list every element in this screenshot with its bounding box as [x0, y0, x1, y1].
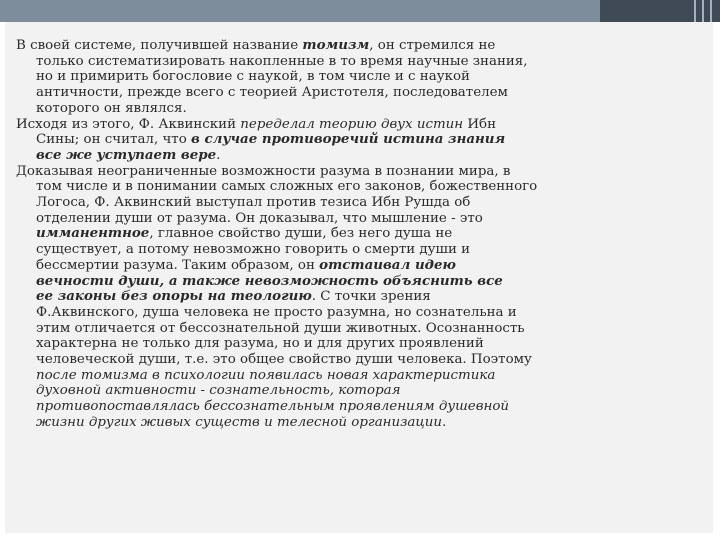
- text-run: том числе и в понимании самых сложных его законов, божественного: [36, 179, 538, 195]
- text-run: античности, прежде всего с теорией Аристотеля, последователем: [36, 85, 508, 101]
- text-line: [16, 164, 702, 180]
- emphasis-text: в случае противоречий истина знания: [191, 131, 506, 148]
- italic-text: противопоставлялась бессознательным проявлениям душевной: [36, 399, 510, 415]
- text-line: [16, 211, 702, 227]
- italic-text: духовной активности - сознательность, которая: [36, 383, 401, 399]
- band-light-segment: [0, 0, 600, 22]
- text-run: , он стремился не: [369, 38, 496, 53]
- italic-text: жизни других живых существ и телесной организации: [36, 414, 442, 430]
- text-run: Ибн: [463, 116, 497, 132]
- text-run: человеческой души, т.е. это общее свойство души человека. Поэтому: [36, 352, 532, 368]
- text-run: бессмертии разума. Таким образом, он: [36, 257, 320, 273]
- band-stripes: [690, 0, 720, 22]
- text-line: [16, 352, 702, 368]
- text-run: .: [442, 414, 447, 430]
- text-line: [16, 179, 702, 195]
- text-run: существует, а потому невозможно говорить о смерти души и: [36, 242, 471, 258]
- text-run: .: [216, 147, 221, 163]
- text-run: но и примирить богословие с наукой, в том числе и с наукой: [36, 69, 470, 85]
- text-line: [16, 242, 702, 258]
- text-line: [16, 148, 702, 164]
- text-line: [16, 415, 702, 431]
- text-line: [16, 117, 702, 133]
- text-line: [16, 195, 702, 211]
- text-run: этим отличается от бессознательной души животных. Осознанность: [36, 320, 525, 336]
- text-line: [16, 399, 702, 415]
- text-run: Сины; он считал, что: [36, 132, 192, 148]
- text-line: [16, 289, 702, 305]
- text-line: [16, 258, 702, 274]
- text-run: В своей системе, получившей название: [16, 38, 303, 53]
- emphasis-text: томизм: [302, 37, 370, 53]
- emphasis-text: вечности души, а также невозможность объяснить все: [36, 272, 503, 289]
- emphasis-text: имманентное: [36, 225, 150, 242]
- emphasis-text: ее законы без опоры на теологию: [36, 288, 312, 305]
- text-line: [16, 69, 702, 85]
- text-line: [16, 368, 702, 384]
- text-line: [16, 38, 702, 54]
- text-line: [16, 85, 702, 101]
- text-line: [16, 274, 702, 290]
- text-run: Ф.Аквинского, душа человека не просто разумна, но сознательна и: [36, 304, 517, 320]
- text-run: Исходя из этого, Ф. Аквинский: [16, 116, 241, 132]
- text-run: только систематизировать накопленные в то время научные знания,: [36, 53, 528, 69]
- text-line: [16, 226, 702, 242]
- emphasis-text: все же уступает вере: [36, 146, 217, 163]
- text-run: , главное свойство души, без него душа не: [149, 226, 453, 242]
- top-decorative-band: [0, 0, 720, 22]
- slide-body-text: [16, 38, 702, 431]
- text-run: отделении души от разума. Он доказывал, что мышление - это: [36, 210, 483, 226]
- text-line: [16, 321, 702, 337]
- text-run: характерна не только для разума, но и для других проявлений: [36, 336, 484, 352]
- text-line: [16, 305, 702, 321]
- text-run: . С точки зрения: [311, 289, 431, 305]
- text-line: [16, 383, 702, 399]
- text-line: [16, 54, 702, 70]
- italic-text: переделал теорию двух истин: [240, 116, 464, 132]
- text-line: [16, 101, 702, 117]
- text-run: Логоса, Ф. Аквинский выступал против тезиса Ибн Рушда об: [36, 195, 471, 211]
- emphasis-text: отстаивал идею: [319, 256, 456, 273]
- text-run: Доказывая неограниченные возможности разума в познании мира, в: [16, 163, 511, 179]
- text-line: [16, 132, 702, 148]
- italic-text: после томизма в психологии появилась новая характеристика: [36, 367, 496, 383]
- text-run: которого он являлся.: [36, 100, 187, 116]
- text-line: [16, 336, 702, 352]
